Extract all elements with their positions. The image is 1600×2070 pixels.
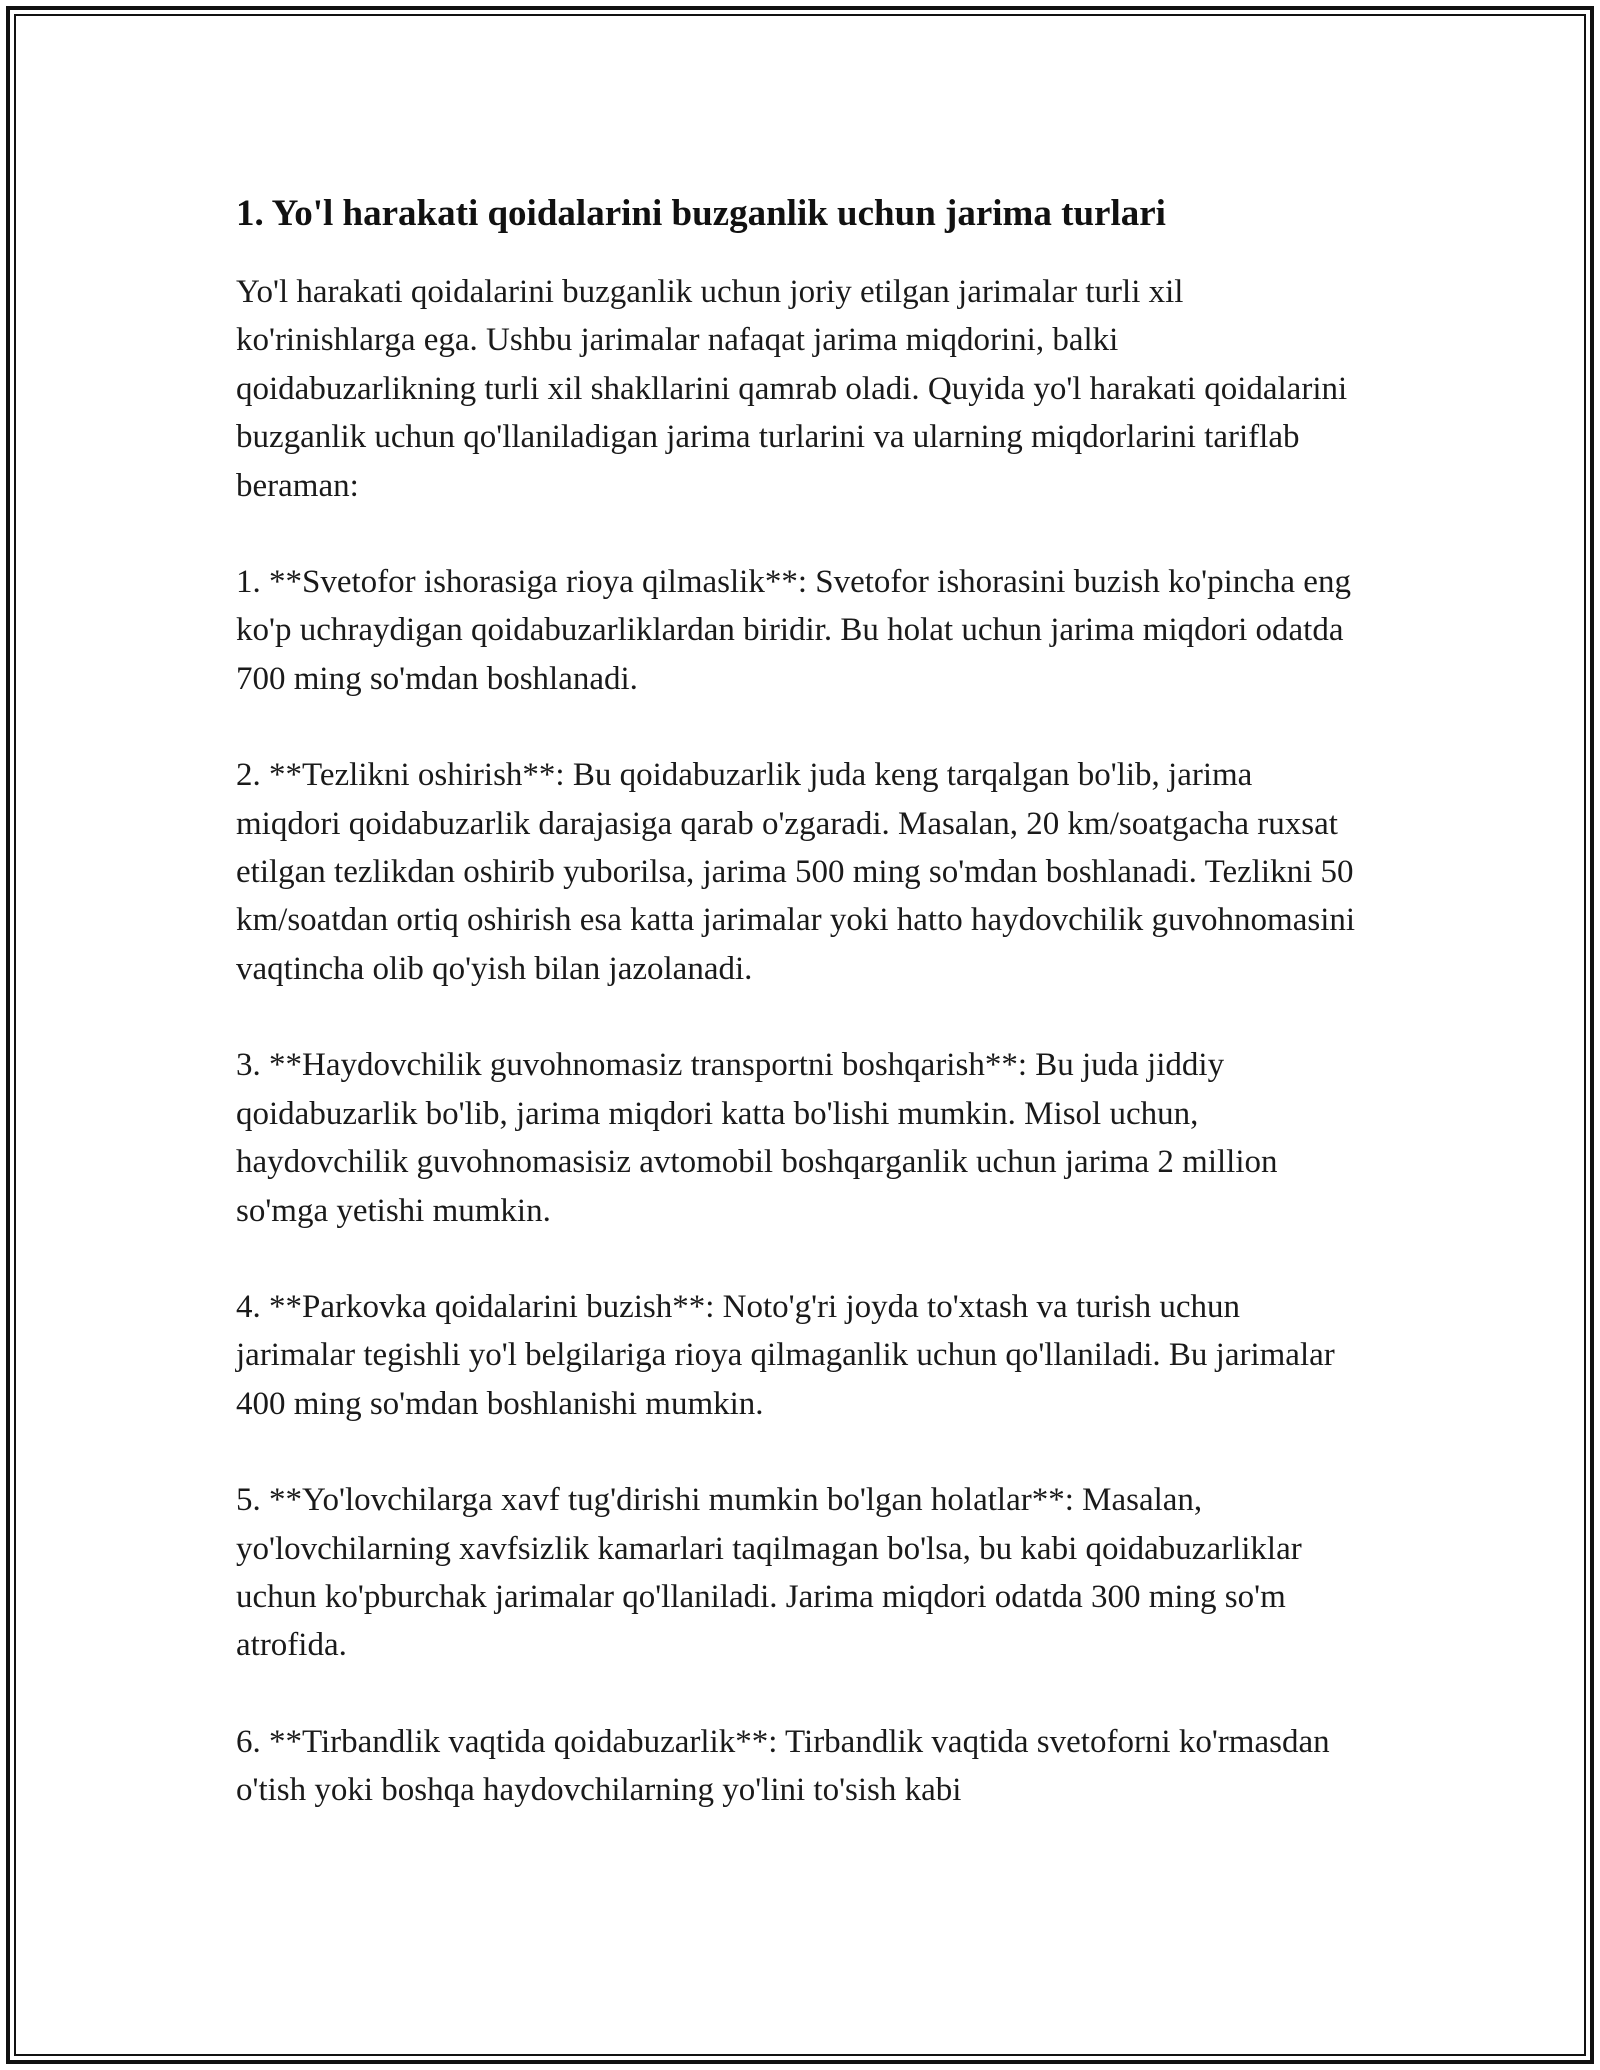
document-title: 1. Yo'l harakati qoidalarini buzganlik uchun jarima turlari	[236, 193, 1166, 234]
intro-paragraph: Yo'l harakati qoidalarini buzganlik uchun joriy etilgan jarimalar turli xil ko'rinishlarga ega. Ushbu jarimalar nafaqat jarima miqdorini, balki qoidabuzarlikning turli xil shakllarini qamrab oladi. Quyida yo'l harakati qoidalarini buzganlik uchun qo'llaniladigan jarima turlarini va ularning miqdorlarini tariflab beraman:	[236, 274, 1348, 504]
list-item-speeding: 2. **Tezlikni oshirish**: Bu qoidabuzarlik juda keng tarqalgan bo'lib, jarima miqdori qoidabuzarlik darajasiga qarab o'zgaradi. Masalan, 20 km/soatgacha ruxsat etilgan tezlikdan oshirib yuborilsa, jarima 500 ming so'mdan boshlanadi. Tezlikni 50 km/soatdan ortiq oshirish esa katta jarimalar yoki hatto haydovchilik guvohnomasini vaqtincha olib qo'yish bilan jazolanadi.	[236, 757, 1356, 987]
list-item-no-license: 3. **Haydovchilik guvohnomasiz transportni boshqarish**: Bu juda jiddiy qoidabuzarlik bo'lib, jarima miqdori katta bo'lishi mumkin. Misol uchun, haydovchilik guvohnomasisiz avtomobil boshqarganlik uchun jarima 2 million so'mga yetishi mumkin.	[236, 1047, 1278, 1229]
list-item-traffic-jam: 6. **Tirbandlik vaqtida qoidabuzarlik**: Tirbandlik vaqtida svetoforni ko'rmasdan o'tish yoki boshqa haydovchilarning yo'lini to'sish kabi	[236, 1723, 1330, 1809]
list-item-passenger-safety: 5. **Yo'lovchilarga xavf tug'dirishi mumkin bo'lgan holatlar**: Masalan, yo'lovchilarning xavfsizlik kamarlari taqilmagan bo'lsa, bu kabi qoidabuzarliklar uchun ko'pburchak jarimalar qo'llaniladi. Jarima miqdori odatda 300 ming so'm atrofida.	[236, 1482, 1302, 1664]
document-body	[236, 188, 1360, 1815]
list-item-parking: 4. **Parkovka qoidalarini buzish**: Noto'g'ri joyda to'xtash va turish uchun jarimalar tegishli yo'l belgilariga rioya qilmaganlik uchun qo'llaniladi. Bu jarimalar 400 ming so'mdan boshlanishi mumkin.	[236, 1288, 1335, 1422]
list-item-traffic-light: 1. **Svetofor ishorasiga rioya qilmaslik**: Svetofor ishorasini buzish ko'pincha eng ko'p uchraydigan qoidabuzarliklardan biridir. Bu holat uchun jarima miqdori odatda 700 ming so'mdan boshlanadi.	[236, 564, 1351, 697]
